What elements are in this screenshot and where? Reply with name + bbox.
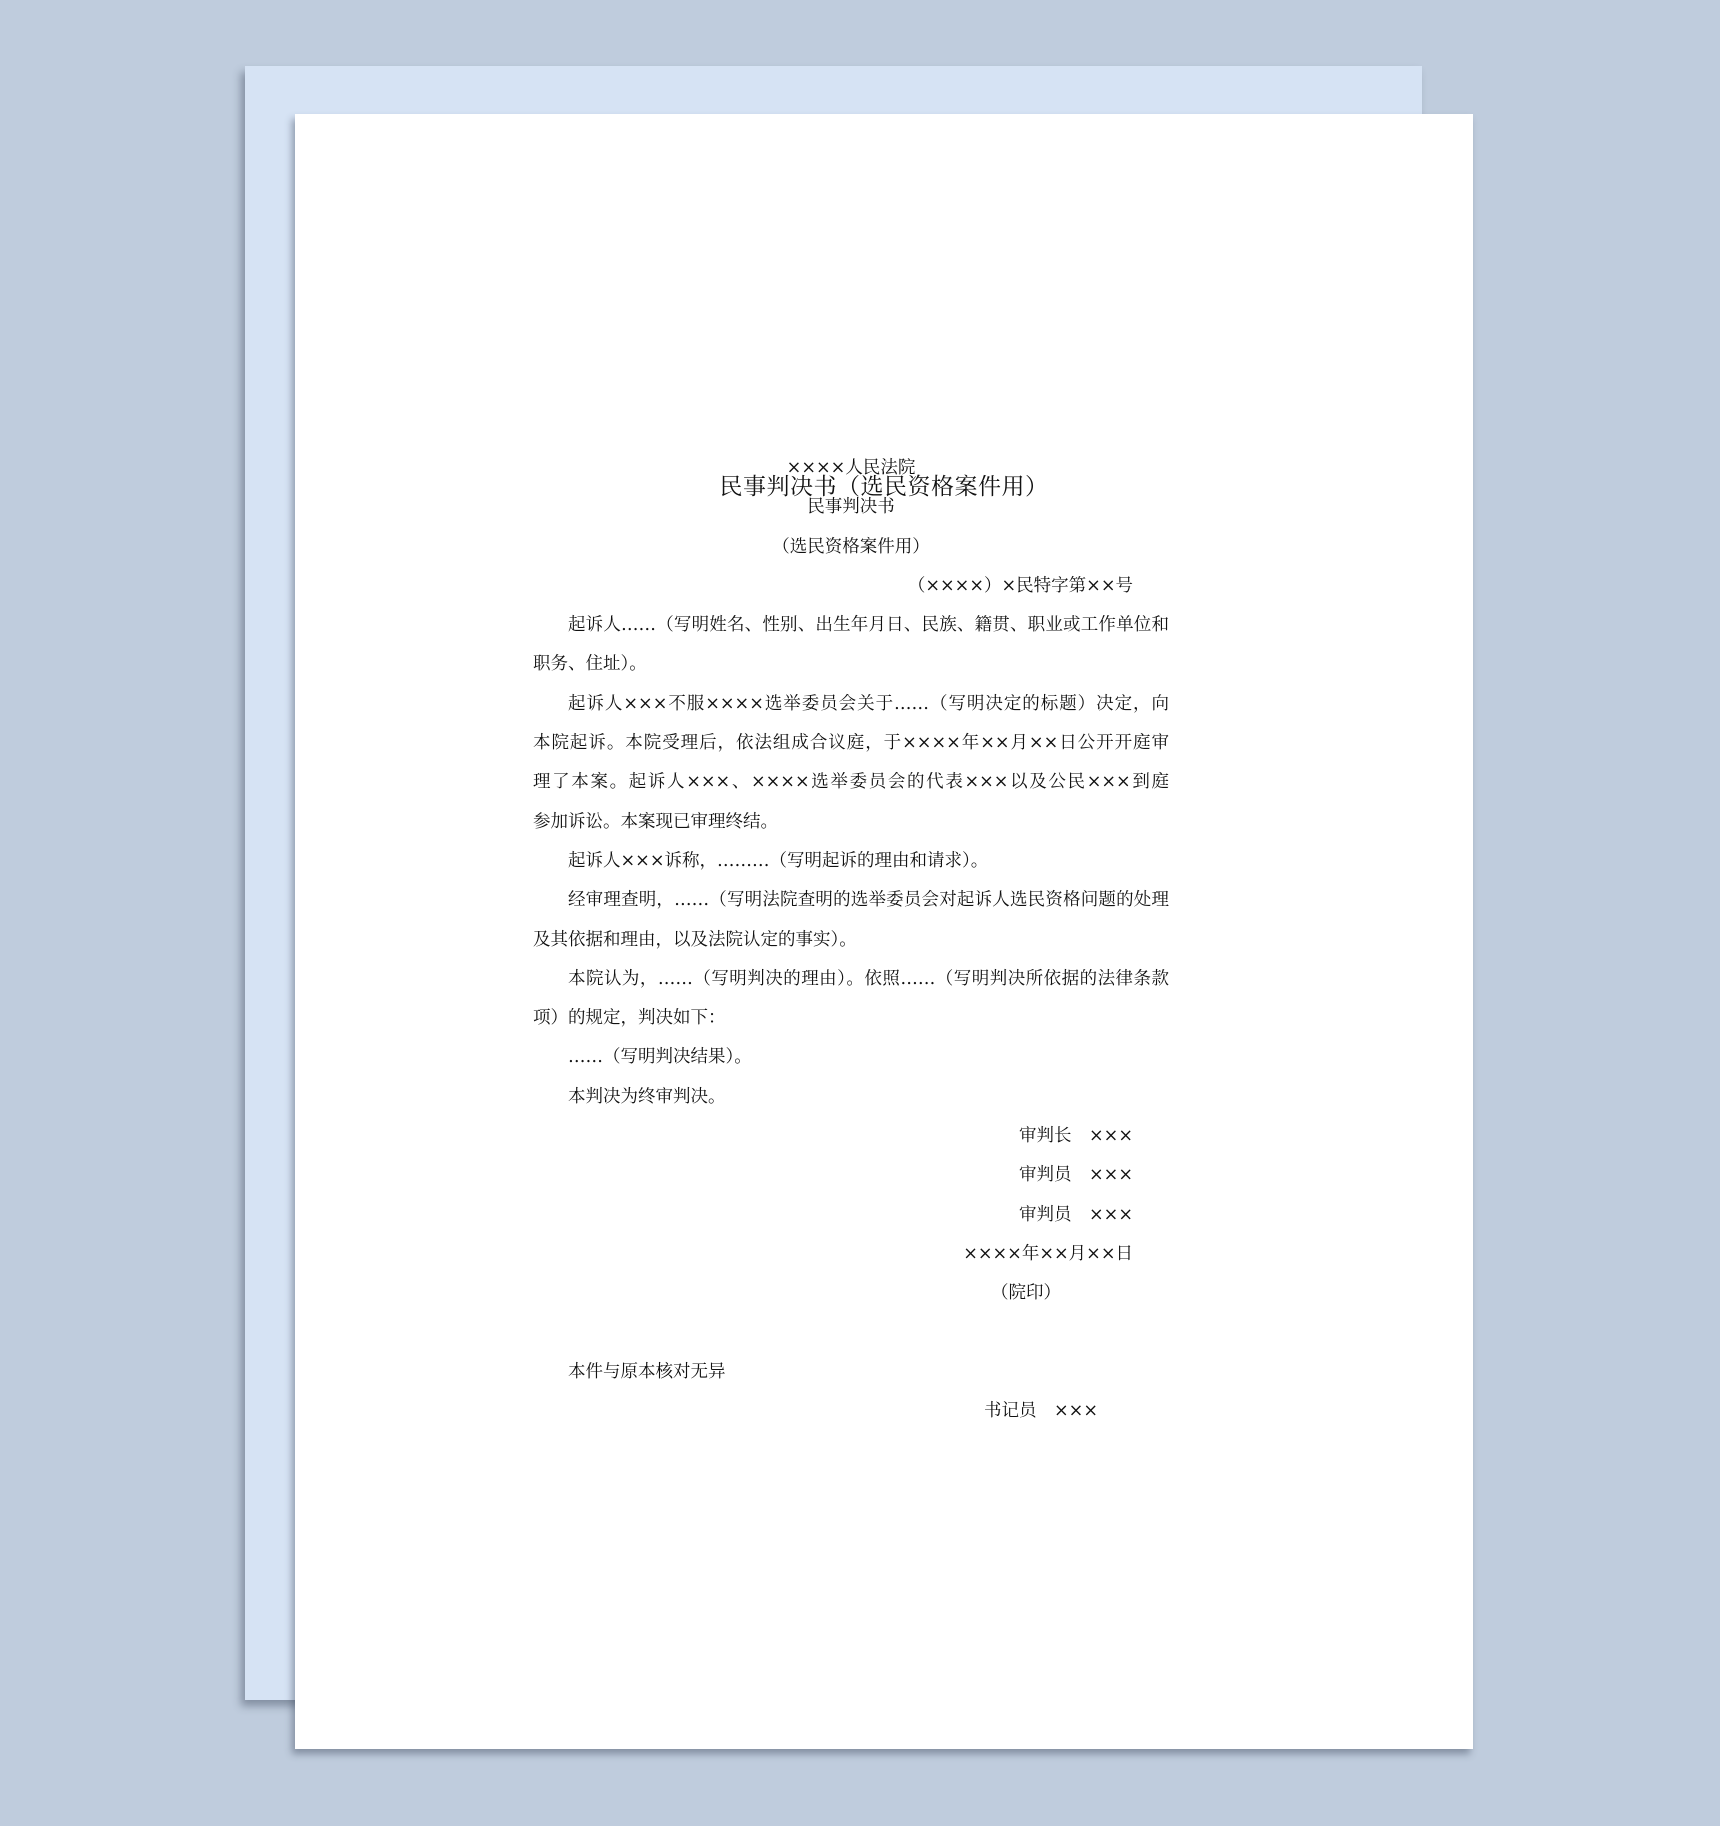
paragraph-line: 起诉人×××诉称，………（写明起诉的理由和请求）。 (568, 850, 989, 871)
case-number: （××××）×民特字第××号 (907, 575, 1133, 596)
paragraph-line: 理了本案。起诉人×××、××××选举委员会的代表×××以及公民×××到庭 (533, 772, 1169, 793)
signature-role: 审判员 (1019, 1165, 1072, 1186)
paragraph-line: 起诉人……（写明姓名、性别、出生年月日、民族、籍贯、职业或工作单位和 (568, 615, 1169, 636)
paragraph-line: 经审理查明，……（写明法院查明的选举委员会对起诉人选民资格问题的处理 (568, 890, 1169, 911)
judgment-date: ××××年××月××日 (963, 1243, 1133, 1264)
certification-note: 本件与原本核对无异 (568, 1361, 726, 1382)
clerk-line (533, 1392, 1169, 1431)
paragraph-line: ……（写明判决结果）。 (568, 1047, 752, 1068)
signature-name: ××× (1089, 1165, 1133, 1186)
paragraph-line: 本院起诉。本院受理后，依法组成合议庭，于××××年××月××日公开开庭审 (533, 733, 1169, 754)
signature-name: ××× (1089, 1126, 1133, 1147)
court-name: ××××人民法院 (786, 458, 916, 478)
signature-line (533, 1117, 1169, 1156)
clerk-role: 书记员 (984, 1401, 1037, 1422)
paragraph-line: 参加诉讼。本案现已审理终结。 (533, 811, 778, 832)
paragraph-line: 起诉人×××不服××××选举委员会关于……（写明决定的标题）决定，向 (568, 693, 1169, 714)
document-body (533, 449, 1169, 1431)
signature-line (533, 1156, 1169, 1195)
document-title: 民事判决书（选民资格案件用） (719, 474, 1049, 500)
paragraph-line: 项）的规定，判决如下： (533, 1008, 726, 1029)
clerk-name: ××× (1054, 1401, 1098, 1422)
paragraph-line: 本判决为终审判决。 (568, 1086, 726, 1107)
doc-subtype: （选民资格案件用） (772, 536, 930, 557)
paragraph-line: 职务、住址）。 (533, 654, 647, 675)
signature-name: ××× (1089, 1204, 1133, 1225)
doc-type: 民事判决书 (807, 497, 895, 518)
signature-line (533, 1196, 1169, 1235)
paragraph-line: 本院认为，……（写明判决的理由）。依照……（写明判决所依据的法律条款 (568, 968, 1169, 989)
paragraphs (533, 606, 1169, 1117)
signature-role: 审判长 (1019, 1126, 1072, 1147)
paragraph-line: 及其依据和理由，以及法院认定的事实）。 (533, 929, 857, 950)
court-seal: （院印） (991, 1283, 1061, 1304)
signature-role: 审判员 (1019, 1204, 1072, 1225)
